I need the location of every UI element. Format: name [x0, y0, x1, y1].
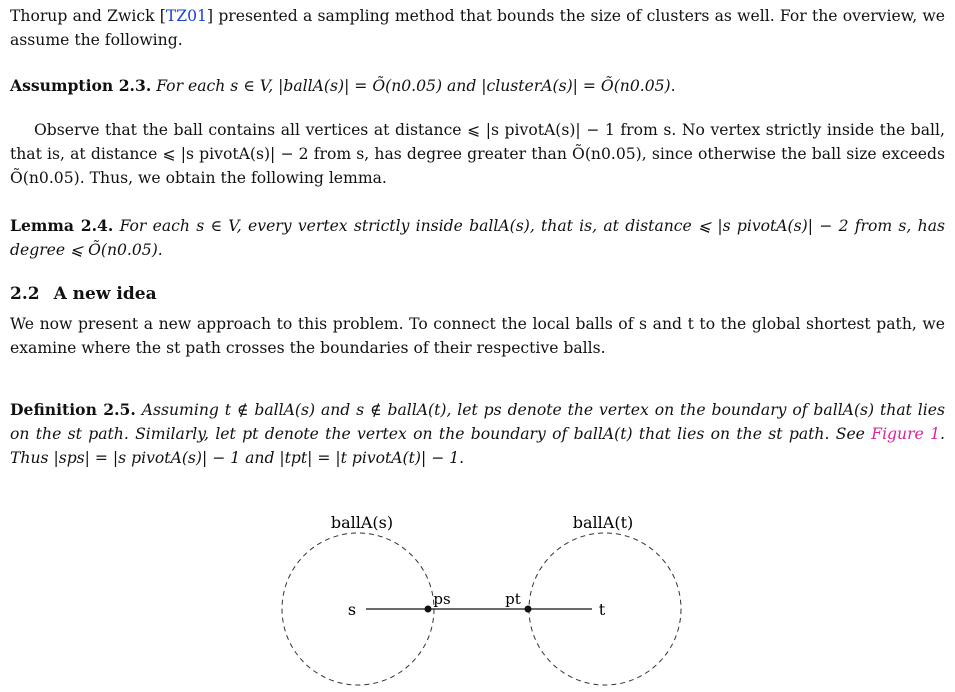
definition-block — [10, 398, 945, 470]
definition-text-start: Assuming t ∉ ballA(s) and s ∉ ballA(t), let ps denote the vertex on the boundary of ballA(s) that lies on the st path. Similarly, let pt denote the vertex on the boundary of ballA(t) that lies on the st path. See — [10, 401, 945, 443]
section-title: A new idea — [53, 284, 157, 304]
lemma-text: For each s ∈ V, every vertex strictly inside ballA(s), that is, at distance ⩽ |s pivotA(s)| − 2 from s, has degree ⩽ Õ(n0.05). — [10, 217, 945, 259]
pt-vertex-dot — [525, 606, 532, 613]
ball-t-label: ballA(t) — [572, 513, 634, 532]
definition-text-end: . Thus |sps| = |s pivotA(s)| − 1 and |tpt| = |t pivotA(t)| − 1. — [10, 425, 945, 467]
node-s-label: s — [347, 600, 357, 619]
intro-text-end: ] presented a sampling method that bounds the size of clusters as well. For the overview, we assume the following. — [10, 7, 945, 49]
ball-s-label: ballA(s) — [330, 513, 394, 532]
lemma-label: Lemma 2.4. — [10, 216, 114, 235]
node-ps-label: ps — [433, 590, 451, 608]
assumption-text: For each s ∈ V, |ballA(s)| = Õ(n0.05) and |clusterA(s)| = Õ(n0.05). — [156, 77, 676, 95]
node-t-label: t — [598, 600, 606, 619]
assumption-block — [10, 74, 945, 98]
ps-vertex-dot — [425, 606, 432, 613]
node-pt-label: pt — [505, 590, 521, 608]
assumption-label: Assumption 2.3. — [10, 76, 152, 95]
intro-paragraph — [10, 4, 945, 52]
new-idea-paragraph: We now present a new approach to this problem. To connect the local balls of s and t to the global shortest path, we examine where the st path crosses the boundaries of their respective balls. — [10, 315, 945, 357]
observe-paragraph: Observe that the ball contains all vertices at distance ⩽ |s pivotA(s)| − 1 from s. No vertex strictly inside the ball, that is, at distance ⩽ |s pivotA(s)| − 2 from s, has degree greater than Õ(n0.05), since otherwise the ball size exceeds Õ(n0.05). Thus, we obtain the following lemma. — [10, 121, 945, 187]
lemma-block — [10, 214, 945, 262]
intro-text-start: Thorup and Zwick [ — [10, 7, 166, 25]
section-heading — [10, 282, 157, 306]
ball-figure — [0, 500, 955, 692]
figure-link[interactable]: Figure 1 — [871, 425, 941, 443]
citation-link[interactable]: TZ01 — [165, 7, 207, 25]
section-number: 2.2 — [10, 284, 40, 304]
definition-label: Definition 2.5. — [10, 400, 136, 419]
